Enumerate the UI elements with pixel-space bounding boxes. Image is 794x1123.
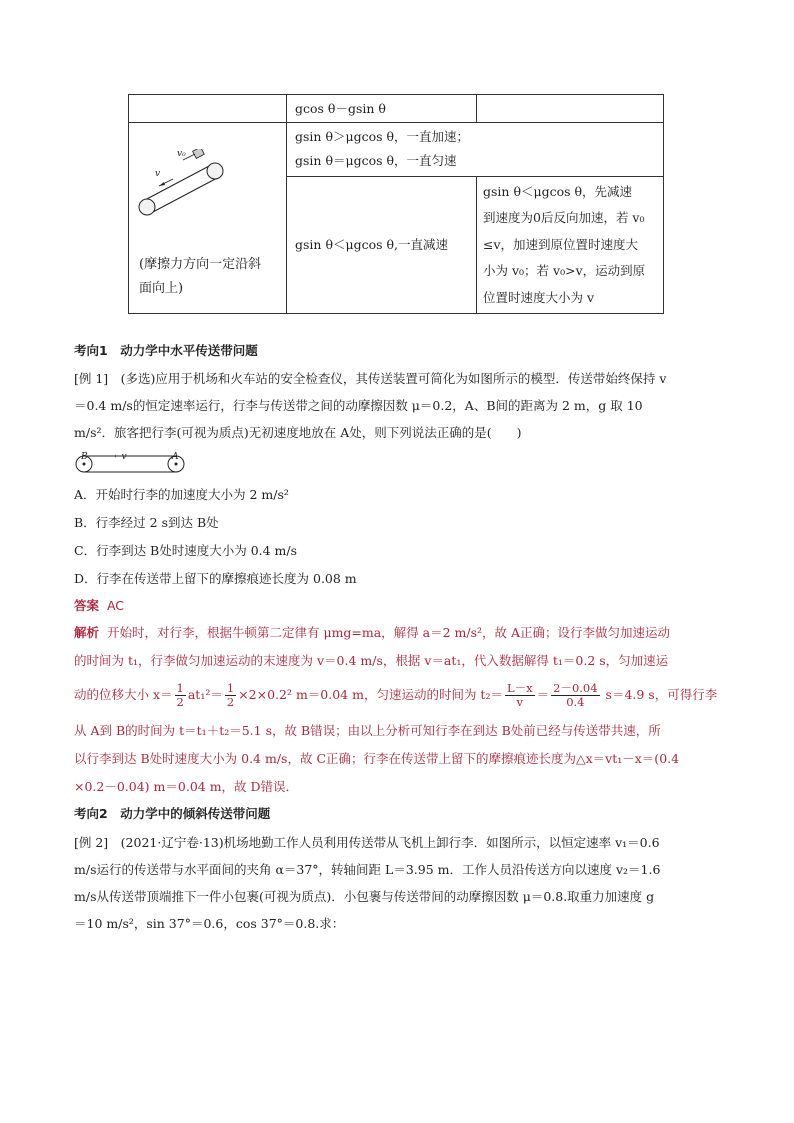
cell-text: 小为 v₀；若 v₀>v，运动到原 bbox=[483, 263, 646, 279]
table-cell-empty bbox=[477, 95, 664, 123]
inclined-conveyor-figure bbox=[137, 149, 227, 217]
formula-text: ×2×0.2² m＝0.04 m，匀速运动的时间为 t₂＝ bbox=[238, 687, 503, 702]
fraction-denominator: 2 bbox=[226, 695, 235, 709]
table-cell bbox=[287, 176, 477, 313]
answer-line bbox=[74, 597, 124, 615]
summary-table bbox=[128, 94, 664, 314]
option-d: D．行李在传送带上留下的摩擦痕迹长度为 0.08 m bbox=[74, 571, 357, 586]
cell-text: 到速度为0后反向加速，若 v₀ bbox=[483, 210, 645, 226]
caption-line: (摩擦力方向一定沿斜 bbox=[139, 257, 262, 272]
cell-text: gcos θ－gsin θ bbox=[295, 101, 386, 116]
caption-line: 面向上) bbox=[139, 281, 184, 296]
example-text: [例 2] (2021·辽宁卷·13)机场地勤工作人员利用传送带从飞机上卸行李．如图所示，以恒定速率 v₁＝0.6 bbox=[74, 835, 660, 850]
point-b-label: B bbox=[81, 452, 88, 462]
analysis-line bbox=[74, 624, 670, 642]
analysis-text: 的时间为 t₁，行李做匀加速运动的末速度为 v＝0.4 m/s，根据 v＝at₁，代入数据解得 t₁＝0.2 s，匀加速运 bbox=[74, 653, 669, 668]
analysis-label: 解析 bbox=[74, 625, 100, 640]
example-text: ＝10 m/s²，sin 37°＝0.6，cos 37°＝0.8.求： bbox=[74, 916, 345, 931]
fraction bbox=[551, 682, 599, 709]
cell-text: ≤v，加速到原位置时速度大 bbox=[483, 236, 639, 252]
cell-text: gsin θ＜μgcos θ，先减速 bbox=[483, 183, 633, 199]
example-text: m/s²．旅客把行李(可视为质点)无初速度地放在 A处，则下列说法正确的是( ) bbox=[74, 425, 522, 440]
table-cell bbox=[477, 176, 664, 313]
answer-value: AC bbox=[106, 598, 125, 613]
analysis-text: 从 A到 B的时间为 t＝t₁＋t₂＝5.1 s，故 B错误；由以上分析可知行李在到达 B处前已经与传送带共速，所 bbox=[74, 723, 661, 738]
formula-text: s＝4.9 s，可得行李 bbox=[601, 687, 718, 702]
option-a: A．开始时行李的加速度大小为 2 m/s² bbox=[74, 487, 289, 502]
example-text: ＝0.4 m/s的恒定速率运行，行李与传送带之间的动摩擦因数 μ＝0.2，A、B间的距离为 2 m，g 取 10 bbox=[74, 398, 643, 413]
section-title: 考向2 动力学中的倾斜传送带问题 bbox=[74, 806, 271, 821]
formula-text: ＝ bbox=[536, 687, 550, 702]
option-b: B．行李经过 2 s到达 B处 bbox=[74, 515, 219, 530]
section-title: 考向1 动力学中水平传送带问题 bbox=[74, 343, 258, 358]
fraction-numerator: 1 bbox=[226, 681, 235, 695]
v0-label: v₀ bbox=[177, 149, 186, 159]
table-cell bbox=[287, 123, 664, 177]
fraction bbox=[505, 682, 535, 709]
v-label: v bbox=[155, 169, 161, 179]
fraction-numerator: 1 bbox=[176, 681, 184, 695]
figure-caption bbox=[139, 253, 261, 301]
horizontal-conveyor-figure bbox=[74, 453, 186, 475]
figure-cell bbox=[129, 123, 287, 314]
fraction-numerator: L－x bbox=[506, 681, 533, 695]
analysis-text: 开始时，对行李，根据牛顿第二定律有 μmg=ma，解得 a＝2 m/s²，故 A正确；设行李做匀加速运动 bbox=[106, 625, 671, 640]
fraction-denominator: v bbox=[516, 695, 524, 709]
analysis-text: ×0.2－0.04) m＝0.04 m，故 D错误． bbox=[74, 779, 299, 794]
fraction-denominator: 0.4 bbox=[566, 695, 585, 709]
cell-text: 位置时速度大小为 v bbox=[483, 289, 595, 305]
fraction bbox=[225, 682, 236, 709]
example-text: m/s从传送带顶端推下一件小包裹(可视为质点)．小包裹与传送带间的动摩擦因数 μ＝0.8.取重力加速度 g bbox=[74, 889, 655, 904]
formula-text: at₁²＝ bbox=[187, 687, 223, 702]
table-cell-empty bbox=[129, 95, 287, 123]
analysis-text: 以行李到达 B处时速度大小为 0.4 m/s，故 C正确；行李在传送带上留下的摩擦痕迹长度为△x＝vt₁－x＝(0.4 bbox=[74, 751, 680, 766]
fraction-denominator: 2 bbox=[176, 695, 184, 709]
velocity-label: ←v bbox=[114, 452, 127, 462]
option-c: C．行李到达 B处时速度大小为 0.4 m/s bbox=[74, 543, 298, 558]
example-text: m/s运行的传送带与水平面间的夹角 α＝37°，转轴间距 L＝3.95 m．工作人员沿传送方向以速度 v₂＝1.6 bbox=[74, 862, 661, 877]
cell-text: gsin θ＜μgcos θ,一直减速 bbox=[295, 237, 449, 253]
fraction bbox=[175, 682, 186, 709]
cell-text: gsin θ＝μgcos θ，一直匀速 bbox=[295, 153, 457, 169]
formula-text: 动的位移大小 x＝ bbox=[74, 687, 173, 702]
table-cell bbox=[287, 95, 477, 123]
fraction-numerator: 2－0.04 bbox=[553, 681, 598, 695]
analysis-formula-line bbox=[74, 678, 717, 712]
example-text: [例 1] (多选)应用于机场和火车站的安全检查仪，其传送装置可简化为如图所示的模型．传送带始终保持 v bbox=[74, 371, 667, 386]
cell-text: gsin θ＞μgcos θ，一直加速； bbox=[295, 129, 470, 145]
answer-label: 答案 bbox=[74, 598, 100, 613]
point-a-label: A bbox=[172, 452, 179, 462]
